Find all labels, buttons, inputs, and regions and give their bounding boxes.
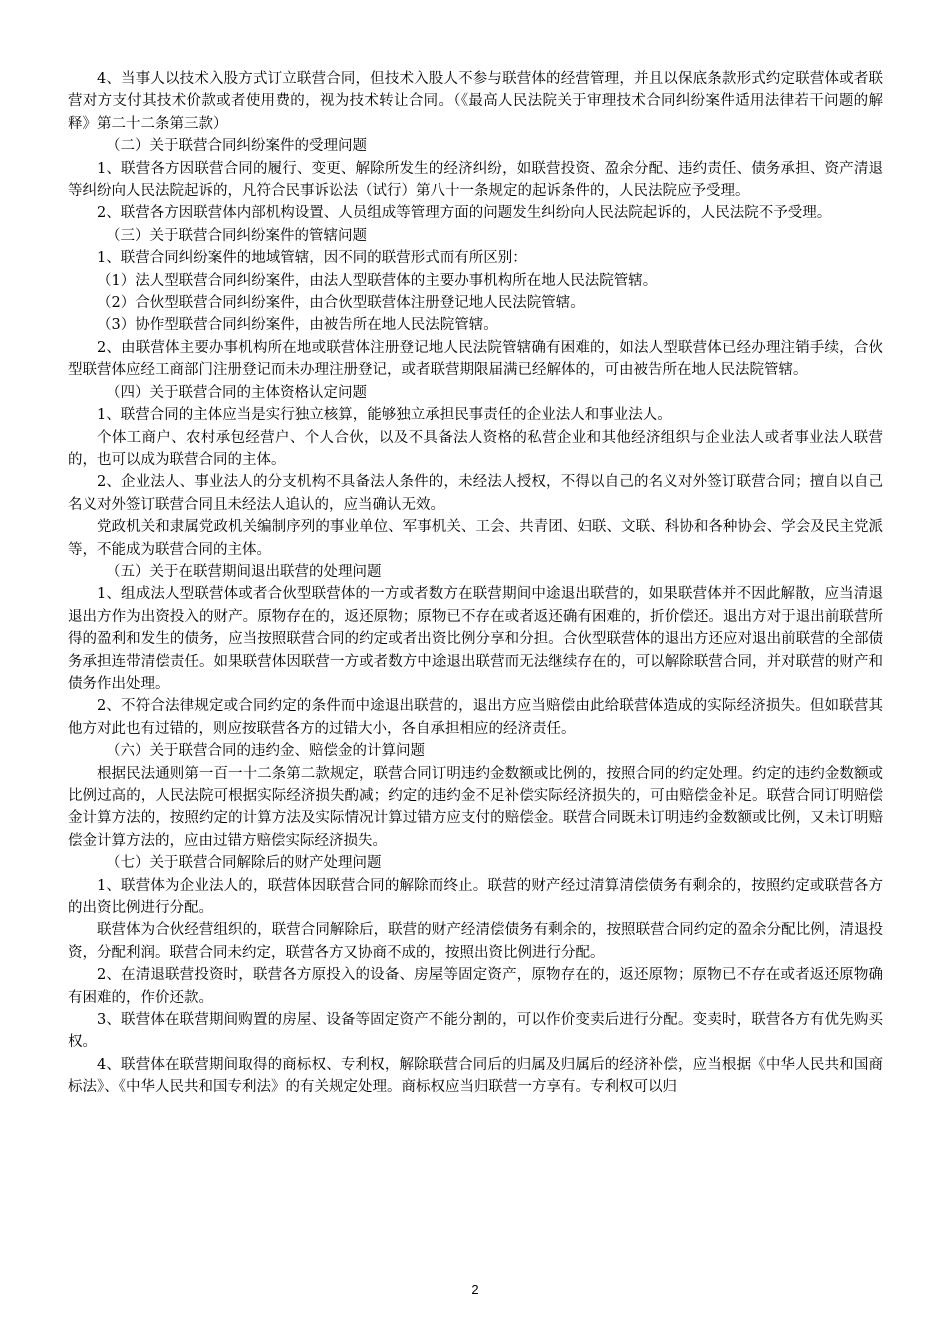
paragraph: （2）合伙型联营合同纠纷案件，由合伙型联营体注册登记地人民法院管辖。 bbox=[97, 295, 585, 312]
paragraph: （3）协作型联营合同纠纷案件，由被告所在地人民法院管辖。 bbox=[97, 317, 498, 334]
paragraph: 个体工商户、农村承包经营户、个人合伙，以及不具备法人资格的私营企业和其他经济组织与企业法人或者事业法人联营的，也可以成为联营合同的主体。 bbox=[68, 429, 883, 468]
document-page bbox=[68, 68, 883, 1099]
paragraph: 2、联营各方因联营体内部机构设置、人员组成等管理方面的问题发生纠纷向人民法院起诉的，人民法院不予受理。 bbox=[97, 205, 832, 222]
paragraph: 根据民法通则第一百一十二条第二款规定，联营合同订明违约金数额或比例的，按照合同的约定处理。约定的违约金数额或比例过高的，人民法院可根据实际经济损失酌减；约定的违约金不足补偿实际经济损失的，可由赔偿金补足。联营合同订明赔偿金计算方法的，按照约定的计算方法及实际情况计算过错方应支付的赔偿金。联营合同既未订明违约金数额或比例，又未订明赔偿金计算方法的，应由过错方赔偿实际经济损失。 bbox=[68, 765, 883, 849]
paragraph: （1）法人型联营合同纠纷案件，由法人型联营体的主要办事机构所在地人民法院管辖。 bbox=[97, 272, 658, 289]
paragraph: 1、联营合同纠纷案件的地域管辖，因不同的联营形式而有所区别： bbox=[97, 250, 527, 267]
page-number: 2 bbox=[471, 1282, 479, 1297]
paragraph: 1、联营合同的主体应当是实行独立核算，能够独立承担民事责任的企业法人和事业法人。 bbox=[97, 407, 672, 424]
section-heading: （四）关于联营合同的主体资格认定问题 bbox=[106, 384, 367, 401]
paragraph: 4、联营体在联营期间取得的商标权、专利权，解除联营合同后的归属及归属后的经济补偿，应当根据《中华人民共和国商标法》、《中华人民共和国专利法》的有关规定处理。商标权应当归联营一方享有。专利权可以归 bbox=[68, 1056, 883, 1096]
paragraph: 2、不符合法律规定或合同约定的条件而中途退出联营的，退出方应当赔偿由此给联营体造成的实际经济损失。但如联营其他方对此也有过错的，则应按联营各方的过错大小，各自承担相应的经济责任。 bbox=[68, 698, 883, 737]
paragraph: 2、在清退联营投资时，联营各方原投入的设备、房屋等固定资产，原物存在的，返还原物；原物已不存在或者返还原物确有困难的，作价还款。 bbox=[68, 967, 883, 1006]
paragraph: 4、当事人以技术入股方式订立联营合同，但技术入股人不参与联营体的经营管理，并且以保底条款形式约定联营体或者联营对方支付其技术价款或者使用费的，视为技术转让合同。（《最高人民法院关于审理技术合同纠纷案件适用法律若干问题的解释》第二十二条第三款） bbox=[68, 71, 883, 132]
section-heading: （三）关于联营合同纠纷案件的管辖问题 bbox=[106, 227, 367, 244]
paragraph: 党政机关和隶属党政机关编制序列的事业单位、军事机关、工会、共青团、妇联、文联、科协和各种协会、学会及民主党派等，不能成为联营合同的主体。 bbox=[68, 519, 883, 558]
section-heading: （七）关于联营合同解除后的财产处理问题 bbox=[106, 855, 382, 872]
paragraph: 1、联营体为企业法人的，联营体因联营合同的解除而终止。联营的财产经过清算清偿债务有剩余的，按照约定或联营各方的出资比例进行分配。 bbox=[68, 877, 883, 917]
section-heading: （二）关于联营合同纠纷案件的受理问题 bbox=[106, 138, 367, 155]
paragraph: 3、联营体在联营期间购置的房屋、设备等固定资产不能分割的，可以作价变卖后进行分配。变卖时，联营各方有优先购买权。 bbox=[68, 1012, 883, 1051]
paragraph: 2、由联营体主要办事机构所在地或联营体注册登记地人民法院管辖确有困难的，如法人型联营体已经办理注销手续，合伙型联营体应经工商部门注册登记而未办理注册登记，或者联营期限届满已经解体的，可由被告所在地人民法院管辖。 bbox=[68, 339, 883, 379]
paragraph: 2、企业法人、事业法人的分支机构不具备法人条件的，未经法人授权，不得以自己的名义对外签订联营合同；擅自以自己名义对外签订联营合同且未经法人追认的，应当确认无效。 bbox=[68, 474, 883, 513]
section-heading: （六）关于联营合同的违约金、赔偿金的计算问题 bbox=[106, 743, 425, 760]
paragraph: 1、组成法人型联营体或者合伙型联营体的一方或者数方在联营期间中途退出联营的，如果联营体并不因此解散，应当清退退出方作为出资投入的财产。原物存在的，返还原物；原物已不存在或者返还确有困难的，折价偿还。退出方对于退出前联营所得的盈利和发生的债务，应当按照联营合同的约定或者出资比例分享和分担。合伙型联营体的退出方还应对退出前联营的全部债务承担连带清偿责任。如果联营体因联营一方或者数方中途退出联营而无法继续存在的，可以解除联营合同，并对联营的财产和债务作出处理。 bbox=[68, 586, 883, 692]
paragraph: 1、联营各方因联营合同的履行、变更、解除所发生的经济纠纷，如联营投资、盈余分配、违约责任、债务承担、资产清退等纠纷向人民法院起诉的，凡符合民事诉讼法（试行）第八十一条规定的起诉条件的，人民法院应予受理。 bbox=[68, 160, 883, 200]
paragraph: 联营体为合伙经营组织的，联营合同解除后，联营的财产经清偿债务有剩余的，按照联营合同约定的盈余分配比例，清退投资，分配利润。联营合同未约定，联营各方又协商不成的，按照出资比例进行分配。 bbox=[68, 922, 883, 961]
section-heading: （五）关于在联营期间退出联营的处理问题 bbox=[106, 563, 382, 580]
